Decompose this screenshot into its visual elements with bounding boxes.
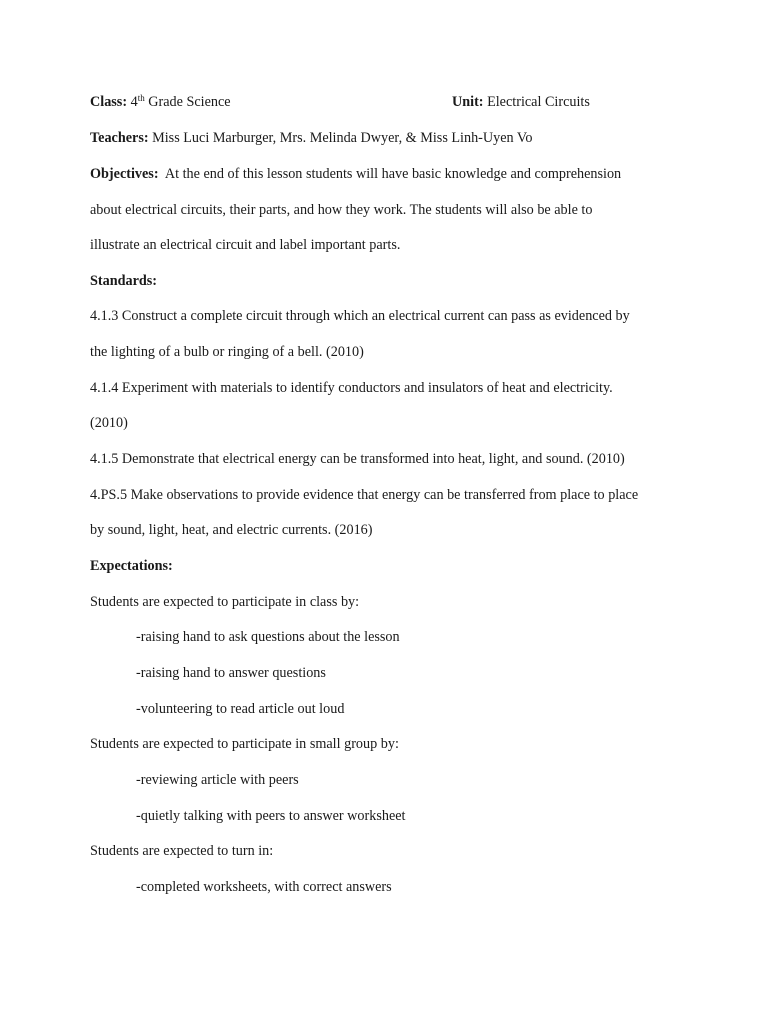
unit-label: Unit:: [452, 94, 484, 110]
standard-line-5: 4.1.5 Demonstrate that electrical energy can be transformed into heat, light, and sound. (2010): [90, 451, 625, 467]
turnin-expectation-item-1: -completed worksheets, with correct answers: [136, 879, 392, 895]
class-expectation-item-2: -raising hand to answer questions: [136, 665, 326, 681]
class-expectation-item-1: -raising hand to ask questions about the lesson: [136, 629, 400, 645]
standard-line-3: 4.1.4 Experiment with materials to identify conductors and insulators of heat and electricity.: [90, 380, 613, 396]
group-expectations-intro: Students are expected to participate in small group by:: [90, 736, 399, 752]
unit-line: [452, 93, 590, 111]
class-expectations-intro: Students are expected to participate in class by:: [90, 594, 360, 610]
class-grade-number: 4: [130, 94, 138, 110]
standards-heading: Standards:: [90, 273, 158, 289]
objectives-label: Objectives:: [90, 166, 159, 182]
standard-line-7: by sound, light, heat, and electric currents. (2016): [90, 522, 373, 538]
turnin-expectations-intro: Students are expected to turn in:: [90, 843, 274, 859]
teachers-line: [90, 129, 532, 147]
objectives-line-1: [90, 165, 621, 183]
teachers-value: Miss Luci Marburger, Mrs. Melinda Dwyer, & Miss Linh-Uyen Vo: [152, 130, 533, 146]
standard-line-2: the lighting of a bulb or ringing of a bell. (2010): [90, 344, 364, 360]
objectives-line-2: about electrical circuits, their parts, and how they work. The students will also be able to: [90, 202, 593, 218]
group-expectation-item-2: -quietly talking with peers to answer worksheet: [136, 808, 406, 824]
group-expectation-item-1: -reviewing article with peers: [136, 772, 299, 788]
objectives-line-3: illustrate an electrical circuit and label important parts.: [90, 237, 401, 253]
class-line: [90, 93, 231, 111]
class-value: Grade Science: [148, 94, 231, 110]
standard-line-4: (2010): [90, 415, 128, 431]
expectations-heading: Expectations:: [90, 558, 173, 574]
unit-value: Electrical Circuits: [487, 94, 590, 110]
class-grade-suffix: th: [137, 93, 145, 103]
class-label: Class:: [90, 94, 128, 110]
objectives-text-1: At the end of this lesson students will have basic knowledge and comprehension: [164, 166, 622, 182]
teachers-label: Teachers:: [90, 130, 149, 146]
standard-line-1: 4.1.3 Construct a complete circuit through which an electrical current can pass as evidenced by: [90, 308, 630, 324]
class-expectation-item-3: -volunteering to read article out loud: [136, 701, 345, 717]
standard-line-6: 4.PS.5 Make observations to provide evidence that energy can be transferred from place to place: [90, 487, 639, 503]
